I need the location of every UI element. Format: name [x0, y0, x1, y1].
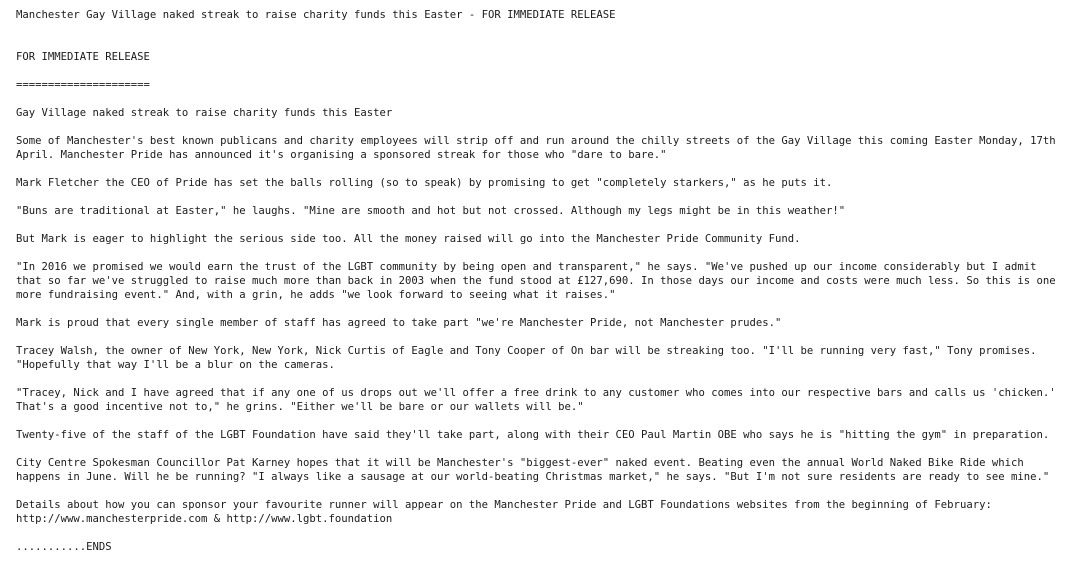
release-label: FOR IMMEDIATE RELEASE: [16, 51, 150, 63]
paragraph-intro: Some of Manchester's best known publicans and charity employees will strip off and run around the chilly streets of the Gay Village this coming Easter Monday, 17th April. Manchester Pride has announced it's organising a sponsored streak for those who "dare to bare.": [16, 135, 1063, 161]
paragraph-sponsor-details: Details about how you can sponsor your favourite runner will appear on the Manchester Pride and LGBT Foundations websites from the beginning of February: http://www.manchesterpride.com & http://www.lgbt.foundation: [16, 499, 999, 525]
headline: Gay Village naked streak to raise charity funds this Easter: [16, 107, 393, 119]
paragraph-mark-fletcher: Mark Fletcher the CEO of Pride has set the balls rolling (so to speak) by promising to get "completely starkers," as he puts it.: [16, 177, 833, 189]
paragraph-bar-owners: Tracey Walsh, the owner of New York, New York, Nick Curtis of Eagle and Tony Cooper of On bar will be streaking too. "I'll be running very fast," Tony promises. "Hopefully that way I'll be a blur on the cameras.: [16, 345, 1043, 371]
paragraph-staff-agree: Mark is proud that every single member of staff has agreed to take part "we're Manchester Pride, not Manchester prudes.": [16, 317, 782, 329]
paragraph-chicken-quote: "Tracey, Nick and I have agreed that if any one of us drops out we'll offer a free drink to any customer who comes into our respective bars and calls us 'chicken.' That's a good incentive not to," he grins. "Either we'll be bare or our wallets will be.": [16, 387, 1063, 413]
paragraph-buns-quote: "Buns are traditional at Easter," he laughs. "Mine are smooth and hot but not crossed. Although my legs might be in this weather!": [16, 205, 846, 217]
paragraph-serious-side: But Mark is eager to highlight the serious side too. All the money raised will go into the Manchester Pride Community Fund.: [16, 233, 801, 245]
paragraph-2016-promise: "In 2016 we promised we would earn the trust of the LGBT community by being open and transparent," he says. "We've pushed up our income considerably but I admit that so far we've struggled to raise much more than back in 2003 when the fund stood at £127,690. In those days our income and costs were much less. So this is one more fundraising event." And, with a grin, he adds "we look forward to seeing what it raises.": [16, 261, 1063, 301]
paragraph-lgbt-foundation: Twenty-five of the staff of the LGBT Foundation have said they'll take part, along with their CEO Paul Martin OBE who says he is "hitting the gym" in preparation.: [16, 429, 1050, 441]
paragraph-councillor: City Centre Spokesman Councillor Pat Karney hopes that it will be Manchester's "biggest-ever" naked event. Beating even the annual World Naked Bike Ride which happens in June. Will he be running? "I always like a sausage at our world-beating Christmas market," he says. "But I'm not sure residents are ready to see mine.": [16, 457, 1050, 483]
plain-text-document: [16, 8, 1064, 554]
document-ending: ...........ENDS: [16, 541, 112, 553]
document-title: Manchester Gay Village naked streak to raise charity funds this Easter - FOR IMMEDIATE RELEASE: [16, 9, 616, 21]
separator-rule: =====================: [16, 79, 150, 91]
